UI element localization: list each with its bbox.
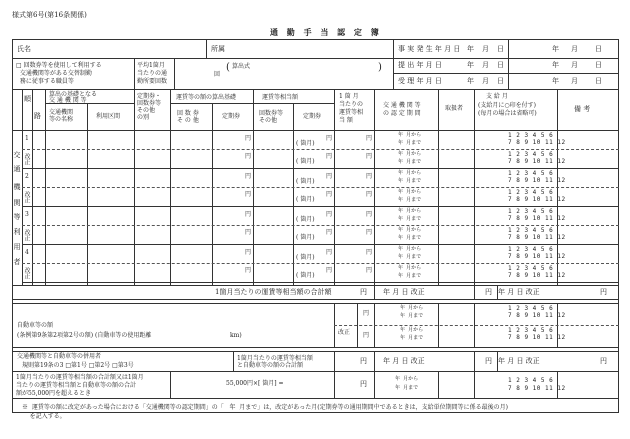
- month-selector[interactable]: 7 8 9 10 11 12: [508, 253, 566, 260]
- col-handler: 取扱者: [445, 105, 464, 112]
- month-selector[interactable]: 7 8 9 10 11 12: [508, 139, 566, 146]
- col-payment-note: (支給月に○印を付す) (毎月の場合は省略可): [478, 102, 537, 117]
- page-title: 通 勤 手 当 認 定 簿: [270, 27, 382, 37]
- month-selector[interactable]: 1 2 3 4 5 6: [508, 189, 554, 196]
- side-label-char: 関: [13, 199, 21, 207]
- eligibility-checkbox[interactable]: □ 回数券等を使用して利用する 交通機関等がある交替制勤 務に従事する職員等: [16, 62, 102, 85]
- col-order-sub: 路: [34, 112, 41, 120]
- month-selector[interactable]: 7 8 9 10 11 12: [508, 158, 566, 165]
- month-selector[interactable]: 1 2 3 4 5 6: [508, 265, 554, 272]
- col-fare-equiv-group: 運賃等相当額: [262, 94, 299, 101]
- occurrence-label: 事 実 発 生 年 月 日: [398, 45, 461, 53]
- col-payment-month: 支 給 月: [486, 93, 508, 100]
- car-revision: 改正: [338, 329, 351, 336]
- col-ticket-fixed: 定期券・ 回数券等 その他 の別: [137, 93, 162, 121]
- col-monthly-equiv: 1 箇 月 当たりの 運賃等相 当 額: [339, 93, 364, 124]
- month-selector[interactable]: 7 8 9 10 11 12: [508, 215, 566, 222]
- row-revision-label: 改正: [23, 191, 30, 203]
- side-label-char: 用: [13, 243, 21, 251]
- combined-equiv-label: 1箇月当たりの運賃等相当額 と自動車等の額の合計額: [237, 355, 313, 369]
- submit-label: 提 出 年 月 日: [398, 61, 442, 69]
- row-revision-label: 改正: [23, 229, 30, 241]
- avg-days-label: 平均1箇月 当たりの通 勤所要回数: [137, 62, 168, 85]
- month-selector[interactable]: 7 8 9 10 11 12: [508, 272, 566, 279]
- side-label-char: 者: [13, 258, 21, 266]
- side-label-char: 機: [13, 183, 21, 191]
- row-index: 4: [25, 249, 29, 256]
- col-section: 利用区間: [96, 113, 121, 120]
- col-fare-basis-group: 運賃等の額の算出基礎: [176, 94, 237, 101]
- month-selector[interactable]: 1 2 3 4 5 6: [508, 208, 554, 215]
- col-commuter-pass: 定期券: [222, 113, 241, 120]
- row-revision-label: 改正: [23, 267, 30, 279]
- combined-label: 交通機関等と自動車等の併用者: [17, 353, 102, 360]
- side-label-char: 等: [13, 213, 21, 221]
- side-label-char: 通: [13, 165, 21, 173]
- month-selector[interactable]: 7 8 9 10 11 12: [508, 177, 566, 184]
- col-order: 順: [24, 95, 31, 103]
- name-label: 氏名: [17, 45, 31, 53]
- excess-label: 1箇月当たりの運賃等相当額の合計額又は1箇月 当たりの運賃等相当額と自動車等の額の合計 額が55,000円を超えるとき: [16, 374, 144, 397]
- col-ticket-other: 回 数 券 そ の 他: [177, 110, 199, 124]
- combined-rule[interactable]: 規則第19条の3 □第1号 □第2号 □第3号: [22, 362, 134, 369]
- calc-label: 算出式: [232, 63, 251, 70]
- receipt-label: 受 理 年 月 日: [398, 77, 442, 85]
- side-label-char: 利: [13, 228, 21, 236]
- excess-formula: 55,000円×[ 箇月] =: [226, 380, 284, 387]
- col-commuter-pass2: 定期券: [303, 113, 322, 120]
- car-sub-label: (条例第9条第2項第2号の額) (自動車等の使用距離: [17, 332, 152, 339]
- month-selector[interactable]: 1 2 3 4 5 6: [508, 151, 554, 158]
- month-selector[interactable]: 1 2 3 4 5 6: [508, 227, 554, 234]
- footnote: ※ 運賃等の額に改定があった場合における「交通機関等の認定期間」の「 年 月まで」は，改定があった月(定期券等の通用期間中であるときは，支給単位期間等に係る最後の月) を記入する。: [22, 404, 508, 420]
- row-index: 3: [25, 211, 29, 218]
- month-selector[interactable]: 1 2 3 4 5 6: [508, 170, 554, 177]
- monthly-total-label: 1箇月当たりの運賃等相当額の合計額: [215, 288, 332, 296]
- form-number: 様式第6号(第16条関係): [12, 11, 87, 19]
- col-remarks: 備 考: [574, 105, 591, 113]
- month-selector[interactable]: 7 8 9 10 11 12: [508, 196, 566, 203]
- car-label: 自動車等の額: [17, 322, 54, 329]
- dept-label: 所属: [211, 45, 225, 53]
- month-selector[interactable]: 1 2 3 4 5 6: [508, 246, 554, 253]
- row-index: 2: [25, 173, 29, 180]
- col-transport-name: 交通機関 等の名称: [49, 109, 74, 123]
- month-selector[interactable]: 7 8 9 10 11 12: [508, 234, 566, 241]
- col-approval-period: 交 通 機 関 等 の 認 定 期 間: [383, 102, 421, 117]
- side-label-char: 交: [13, 151, 21, 159]
- row-revision-label: 改正: [23, 153, 30, 165]
- month-selector[interactable]: 1 2 3 4 5 6: [508, 132, 554, 139]
- col-ticket-other2: 回数券等 その他: [259, 110, 284, 124]
- row-index: 1: [25, 135, 29, 142]
- col-basis-group: 算出の基礎となる 交 通 機 関 等: [49, 91, 98, 104]
